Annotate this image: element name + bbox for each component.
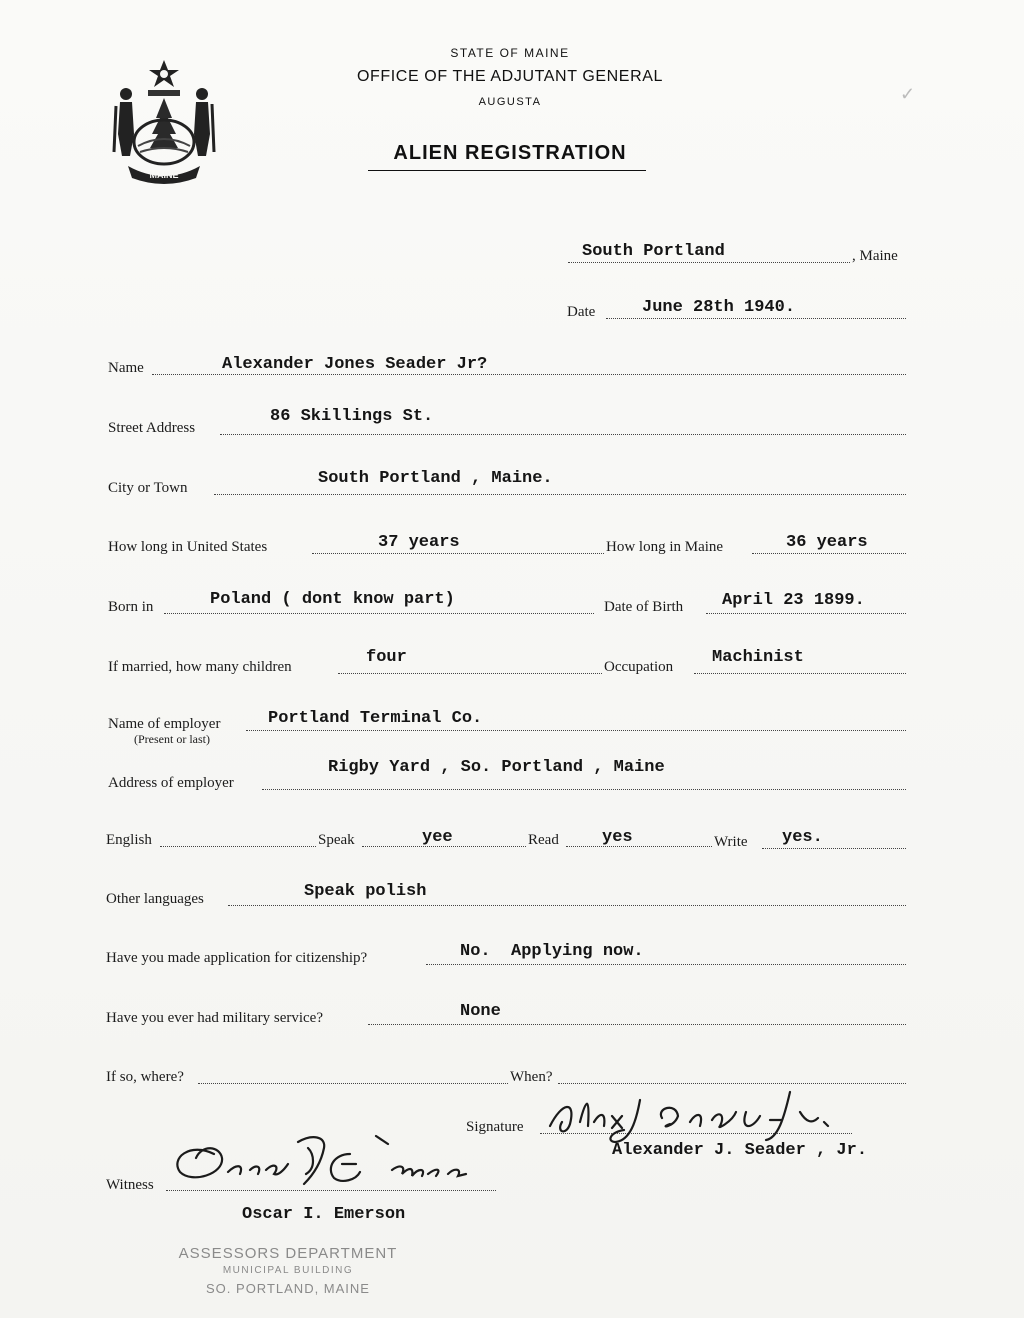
maine-state-seal <box>108 56 220 186</box>
occupation-value[interactable]: Machinist <box>712 648 804 667</box>
us-label: How long in United States <box>108 539 268 555</box>
occupation-line <box>694 673 906 674</box>
signature-typed: Alexander J. Seader , Jr. <box>612 1141 868 1160</box>
employer-value[interactable]: Portland Terminal Co. <box>268 709 483 728</box>
employer-sublabel: (Present or last) <box>134 732 210 746</box>
children-value[interactable]: four <box>366 648 407 667</box>
form-title: ALIEN REGISTRATION <box>393 142 627 164</box>
occupation-label: Occupation <box>604 659 674 675</box>
city-label: City or Town <box>108 480 188 496</box>
born-value[interactable]: Poland ( dont know part) <box>210 590 455 609</box>
header-state: STATE OF MAINE <box>450 46 570 60</box>
speak-label: Speak <box>318 832 355 848</box>
citizenship-line <box>426 964 906 965</box>
street-label: Street Address <box>108 420 196 436</box>
date-label: Date <box>567 304 596 320</box>
signature-label: Signature <box>466 1119 524 1135</box>
other-lang-value[interactable]: Speak polish <box>304 882 427 901</box>
read-value[interactable]: yes <box>602 828 633 847</box>
write-label: Write <box>714 834 748 850</box>
dob-label: Date of Birth <box>604 599 684 615</box>
employer-address-value[interactable]: Rigby Yard , So. Portland , Maine <box>328 758 665 777</box>
us-line <box>312 553 604 554</box>
witness-label: Witness <box>106 1177 154 1193</box>
place-line <box>568 262 850 263</box>
english-line <box>160 846 316 847</box>
where-line <box>198 1083 508 1084</box>
us-value[interactable]: 37 years <box>378 533 460 552</box>
seal-text: MAINE <box>149 170 179 180</box>
military-line <box>368 1024 906 1025</box>
military-value[interactable]: None <box>460 1002 501 1021</box>
where-label: If so, where? <box>106 1069 184 1085</box>
military-label: Have you ever had military service? <box>106 1010 323 1026</box>
check-mark: ✓ <box>900 84 916 104</box>
employer-line <box>246 730 906 731</box>
born-line <box>164 613 594 614</box>
maine-value[interactable]: 36 years <box>786 533 868 552</box>
applicant-signature <box>540 1082 860 1148</box>
born-label: Born in <box>108 599 154 615</box>
dob-value[interactable]: April 23 1899. <box>722 591 865 610</box>
maine-line <box>752 553 906 554</box>
employer-address-label: Address of employer <box>108 775 234 791</box>
employer-label: Name of employer <box>108 716 221 732</box>
stamp-line-2: MUNICIPAL BUILDING <box>222 1265 354 1276</box>
date-line <box>606 318 906 319</box>
city-line <box>214 494 906 495</box>
citizenship-value[interactable]: No. Applying now. <box>460 942 644 961</box>
stamp-line-1: ASSESSORS DEPARTMENT <box>178 1245 398 1262</box>
place-suffix: , Maine <box>852 248 898 264</box>
title-underline <box>368 170 646 171</box>
city-value[interactable]: South Portland , Maine. <box>318 469 553 488</box>
witness-signature <box>166 1124 476 1196</box>
english-label: English <box>106 832 152 848</box>
when-label: When? <box>510 1069 553 1085</box>
other-lang-label: Other languages <box>106 891 204 907</box>
witness-typed: Oscar I. Emerson <box>242 1205 406 1224</box>
dob-line <box>706 613 906 614</box>
header-office: OFFICE OF THE ADJUTANT GENERAL <box>356 68 664 85</box>
header-city: AUGUSTA <box>478 96 542 108</box>
other-lang-line <box>228 905 906 906</box>
name-value[interactable]: Alexander Jones Seader Jr? <box>222 355 488 374</box>
street-value[interactable]: 86 Skillings St. <box>270 407 434 426</box>
citizenship-label: Have you made application for citizenship? <box>106 950 368 966</box>
stamp-line-3: SO. PORTLAND, MAINE <box>206 1281 370 1296</box>
place-value[interactable]: South Portland <box>582 242 725 261</box>
date-value[interactable]: June 28th 1940. <box>642 298 796 317</box>
read-label: Read <box>528 832 559 848</box>
name-label: Name <box>108 360 144 376</box>
write-value[interactable]: yes. <box>782 828 823 847</box>
name-line <box>152 374 906 375</box>
read-line <box>566 846 712 847</box>
children-line <box>338 673 602 674</box>
maine-label: How long in Maine <box>606 539 724 555</box>
write-line <box>762 848 906 849</box>
employer-address-line <box>262 789 906 790</box>
speak-value[interactable]: yee <box>422 828 453 847</box>
street-line <box>220 434 906 435</box>
children-label: If married, how many children <box>108 659 292 675</box>
